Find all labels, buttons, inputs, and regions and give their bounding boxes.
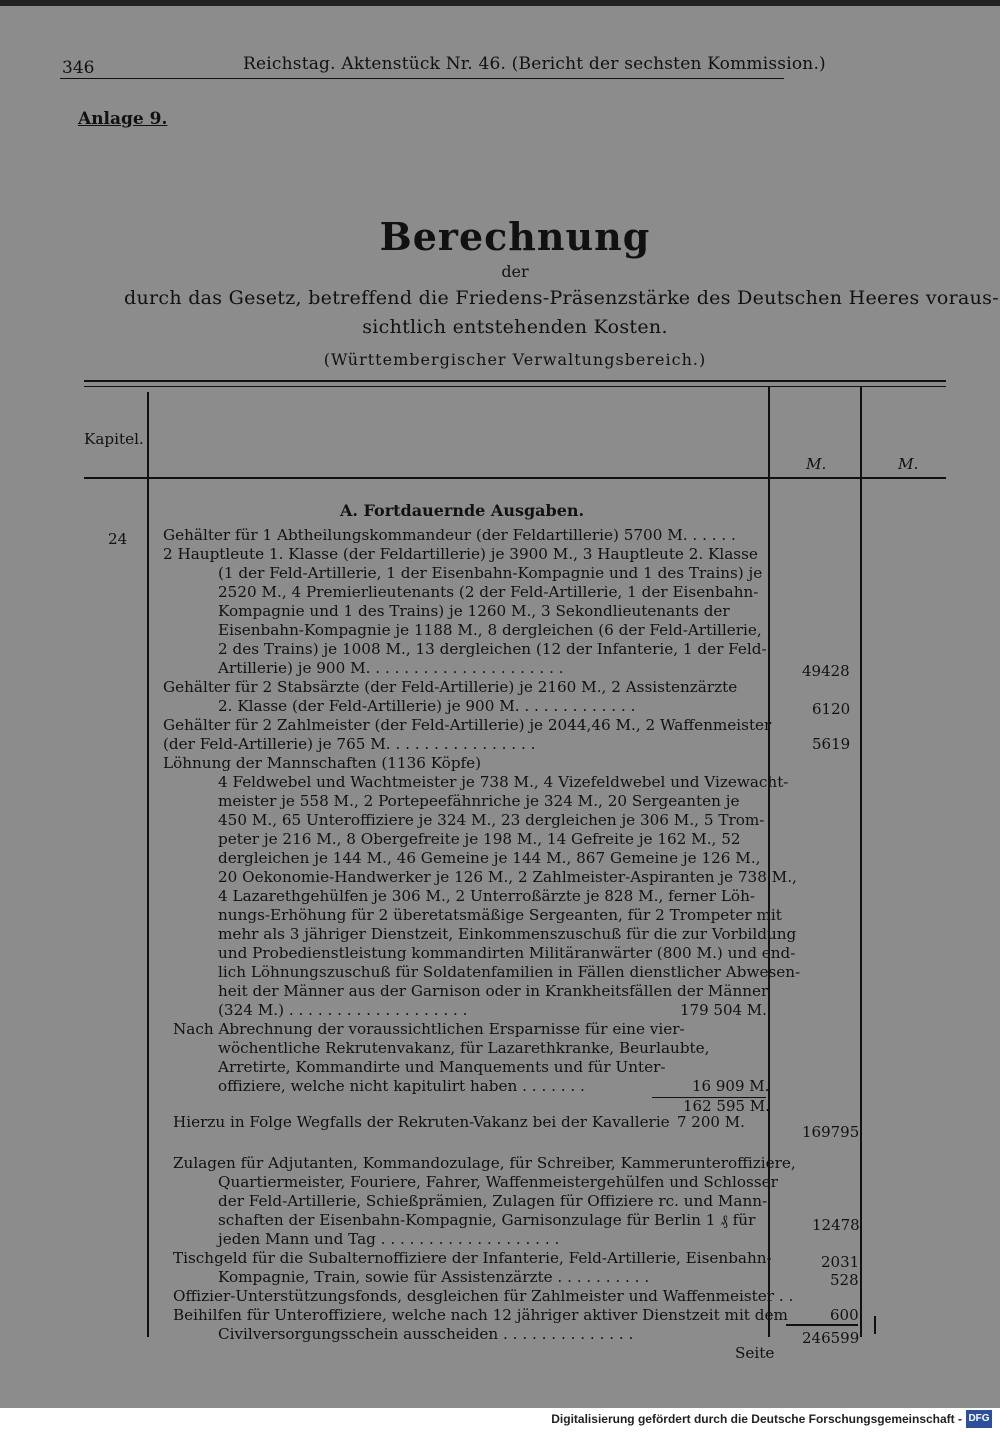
title-der: der xyxy=(501,262,529,281)
text-line: dergleichen je 144 M., 46 Gemeine je 144 M., 867 Gemeine je 126 M., xyxy=(218,849,761,867)
text-line: 20 Oekonomie-Handwerker je 126 M., 2 Zahlmeister-Aspiranten je 738 M., xyxy=(218,868,797,886)
header-rule xyxy=(60,78,784,79)
text-line: Gehälter für 1 Abtheilungskommandeur (der Feldartillerie) 5700 M. . . . . . xyxy=(163,526,736,544)
amount-zulagen: 12478 xyxy=(812,1216,860,1234)
amount-beihilfen: 600 xyxy=(830,1306,859,1324)
footer-credit: Digitalisierung gefördert durch die Deutsche Forschungsgemeinschaft - xyxy=(551,1412,962,1426)
text-line: und Probedienstleistung kommandirten Militäranwärter (800 M.) und end- xyxy=(218,944,796,962)
text-line: Löhnung der Mannschaften (1136 Köpfe) xyxy=(163,754,482,772)
col-header-m2: M. xyxy=(898,455,919,473)
amount-zwischensumme: 162 595 M. xyxy=(683,1097,770,1115)
text-line: schaften der Eisenbahn-Kompagnie, Garnisonzulage für Berlin 1 ₰ für xyxy=(218,1211,756,1229)
text-line: peter je 216 M., 8 Obergefreite je 198 M., 14 Gefreite je 162 M., 52 xyxy=(218,830,741,848)
text-line: Civilversorgungsschein ausscheiden . . . . . . . . . . . . . . xyxy=(218,1325,634,1343)
text-line: Quartiermeister, Fouriere, Fahrer, Waffenmeistergehülfen und Schlosser xyxy=(218,1173,778,1191)
text-line: nungs-Erhöhung für 2 überetatsmäßige Sergeanten, für 2 Trompeter mit xyxy=(218,906,782,924)
title-line-3: (Württembergischer Verwaltungsbereich.) xyxy=(323,350,707,369)
top-edge xyxy=(0,0,1000,6)
anlage-label: Anlage 9. xyxy=(78,109,168,129)
text-line: 450 M., 65 Unteroffiziere je 324 M., 23 dergleichen je 306 M., 5 Trom- xyxy=(218,811,765,829)
col-header-kapitel: Kapitel. xyxy=(84,430,144,448)
text-line: lich Löhnungszuschuß für Soldatenfamilien in Fällen dienstlicher Abwesen- xyxy=(218,963,801,981)
col-rule-kapitel xyxy=(147,392,149,1337)
text-line: 2520 M., 4 Premierlieutenants (2 der Feld-Artillerie, 1 der Eisenbahn- xyxy=(218,583,759,601)
text-line: Eisenbahn-Kompagnie je 1188 M., 8 dergleichen (6 der Feld-Artillerie, xyxy=(218,621,762,639)
text-line: 2. Klasse (der Feld-Artillerie) je 900 M. . . . . . . . . . . . . xyxy=(218,697,636,715)
text-line: Zulagen für Adjutanten, Kommandozulage, für Schreiber, Kammerunteroffiziere, xyxy=(173,1154,796,1172)
text-line: (1 der Feld-Artillerie, 1 der Eisenbahn-Kompagnie und 1 des Trains) je xyxy=(218,564,763,582)
kapitel-value: 24 xyxy=(108,530,128,548)
amount-gehaelter-aerzte: 6120 xyxy=(812,700,851,718)
title-line-2: sichtlich entstehenden Kosten. xyxy=(362,316,668,338)
text-line: 4 Lazarethgehülfen je 306 M., 2 Unterroßärzte je 828 M., ferner Löh- xyxy=(218,887,755,905)
text-line: Hierzu in Folge Wegfalls der Rekruten-Vakanz bei der Kavallerie xyxy=(173,1113,670,1131)
text-line: jeden Mann und Tag . . . . . . . . . . . . . . . . . . . xyxy=(218,1230,560,1248)
page-number: 346 xyxy=(62,58,95,78)
text-line: heit der Männer aus der Garnison oder in Krankheitsfällen der Männer xyxy=(218,982,769,1000)
table-top-rule xyxy=(84,380,946,382)
text-line: 4 Feldwebel und Wachtmeister je 738 M., 4 Vizefeldwebel und Vizewacht- xyxy=(218,773,789,791)
table-top-rule-2 xyxy=(84,386,946,387)
col-rule-m1 xyxy=(768,386,770,1337)
amount-gehaelter-zahlmeister: 5619 xyxy=(812,735,851,753)
text-line: Artillerie) je 900 M. . . . . . . . . . . . . . . . . . . . . xyxy=(218,659,564,677)
text-line: Kompagnie und 1 des Trains) je 1260 M., 3 Sekondlieutenants der xyxy=(218,602,730,620)
table-header-rule xyxy=(84,477,946,479)
total-end-mark xyxy=(874,1316,876,1334)
text-line: 2 des Trains) je 1008 M., 13 dergleichen (12 der Infanterie, 1 der Feld- xyxy=(218,640,767,658)
dfg-logo-icon: DFG xyxy=(966,1410,992,1428)
text-line: mehr als 3 jähriger Dienstzeit, Einkommenszuschuß für die zur Vorbildung xyxy=(218,925,797,943)
text-line: meister je 558 M., 2 Portepeefähnriche je 324 M., 20 Sergeanten je xyxy=(218,792,740,810)
text-line: der Feld-Artillerie, Schießprämien, Zulagen für Offiziere rc. und Mann- xyxy=(218,1192,768,1210)
text-line: Gehälter für 2 Stabsärzte (der Feld-Artillerie) je 2160 M., 2 Assistenzärzte xyxy=(163,678,738,696)
text-line: Gehälter für 2 Zahlmeister (der Feld-Artillerie) je 2044,46 M., 2 Waffenmeister xyxy=(163,716,772,734)
text-line: (der Feld-Artillerie) je 765 M. . . . . . . . . . . . . . . . xyxy=(163,735,536,753)
amount-seite-total: 246599 xyxy=(802,1329,860,1347)
amount-loehnung-total: 169795 xyxy=(802,1123,860,1141)
amount-unterstuetzung: 528 xyxy=(830,1271,859,1289)
text-line: offiziere, welche nicht kapitulirt haben . . . . . . . xyxy=(218,1077,585,1095)
amount-kavallerie: 7 200 M. xyxy=(677,1113,745,1131)
text-line: Nach Abrechnung der voraussichtlichen Ersparnisse für eine vier- xyxy=(173,1020,685,1038)
text-line: Tischgeld für die Subalternoffiziere der Infanterie, Feld-Artillerie, Eisenbahn- xyxy=(173,1249,772,1267)
text-line: Beihilfen für Unteroffiziere, welche nach 12 jähriger aktiver Dienstzeit mit dem xyxy=(173,1306,788,1324)
running-title: Reichstag. Aktenstück Nr. 46. (Bericht der sechsten Kommission.) xyxy=(243,54,826,74)
amount-abzug: 16 909 M. xyxy=(692,1077,770,1095)
text-line: Arretirte, Kommandirte und Manquements und für Unter- xyxy=(218,1058,666,1076)
text-line: Offizier-Unterstützungsfonds, desgleichen für Zahlmeister und Waffenmeister . . xyxy=(173,1287,794,1305)
col-rule-m2 xyxy=(860,386,862,1337)
text-line: (324 M.) . . . . . . . . . . . . . . . . . . . xyxy=(218,1001,468,1019)
amount-tischgeld: 2031 xyxy=(821,1253,860,1271)
footer-bar xyxy=(0,1408,1000,1432)
text-line: 2 Hauptleute 1. Klasse (der Feldartillerie) je 3900 M., 3 Hauptleute 2. Klasse xyxy=(163,545,758,563)
title-line-1: durch das Gesetz, betreffend die Friedens-Präsenzstärke des Deutschen Heeres voraus- xyxy=(124,287,999,309)
total-rule xyxy=(786,1324,858,1326)
seite-label: Seite xyxy=(735,1344,775,1362)
amount-gehaelter-offiziere: 49428 xyxy=(802,662,850,680)
amount-loehnung: 179 504 M. xyxy=(680,1001,767,1019)
text-line: Kompagnie, Train, sowie für Assistenzärzte . . . . . . . . . . xyxy=(218,1268,650,1286)
col-header-m1: M. xyxy=(806,455,827,473)
text-line: wöchentliche Rekrutenvakanz, für Lazarethkranke, Beurlaubte, xyxy=(218,1039,710,1057)
section-title: A. Fortdauernde Ausgaben. xyxy=(340,501,585,520)
document-title: Berechnung xyxy=(379,214,651,259)
